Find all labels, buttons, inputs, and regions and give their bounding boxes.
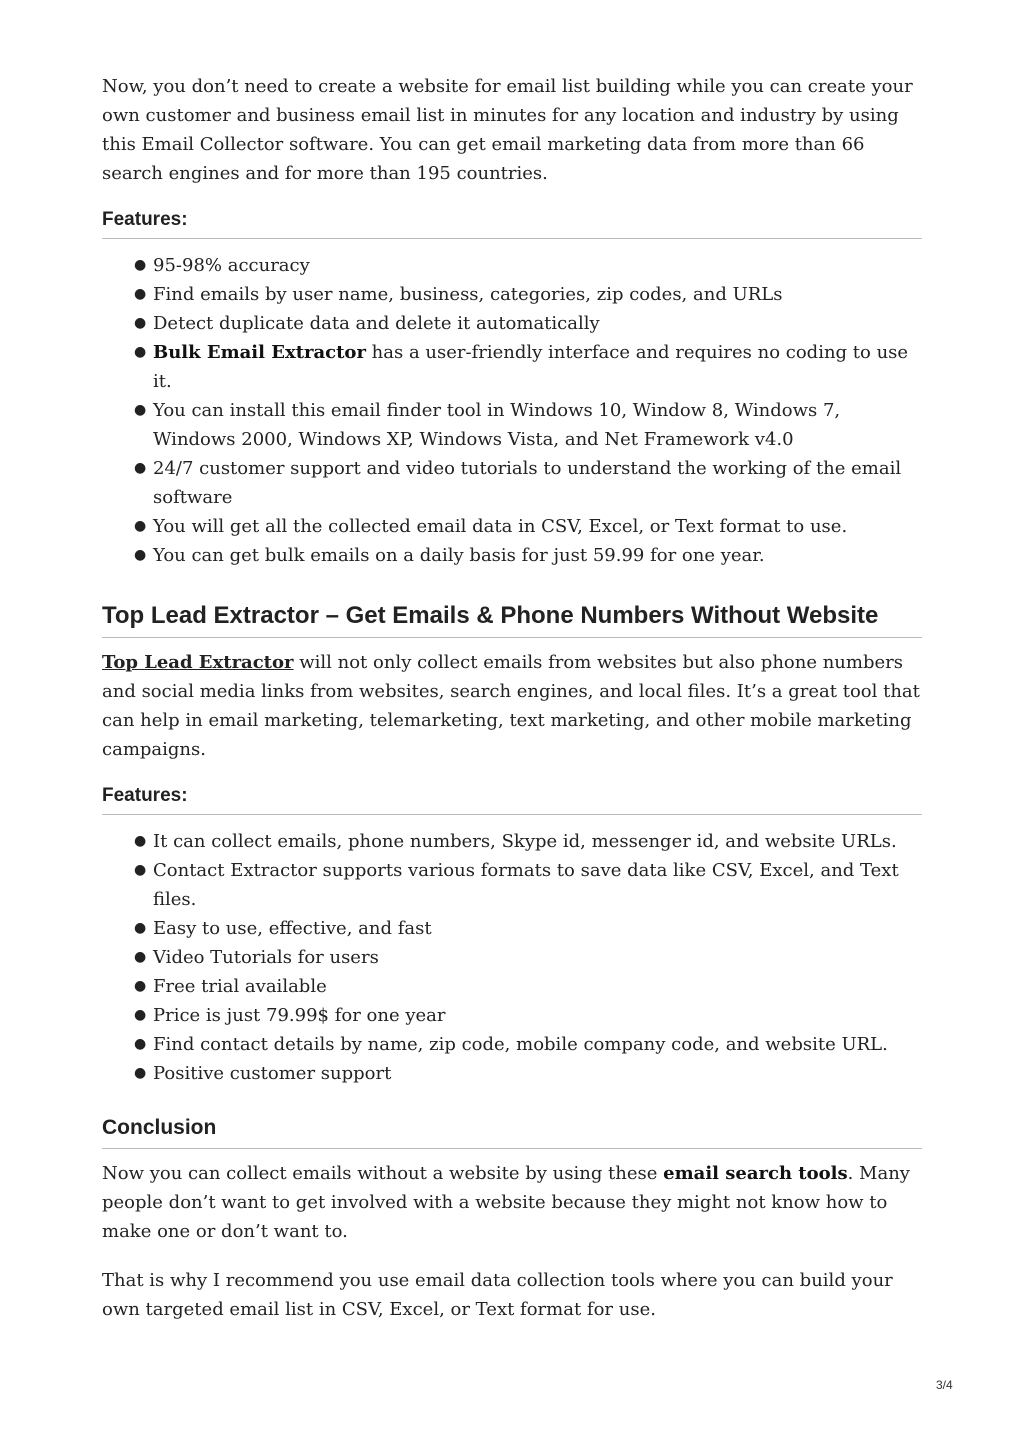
features-2-heading: Features:: [102, 784, 922, 815]
bullet-icon: ●: [134, 257, 147, 273]
bulk-email-extractor-name: Bulk Email Extractor: [153, 342, 366, 363]
bullet-icon: ●: [134, 286, 147, 302]
list-item: ● 24/7 customer support and video tutorials to understand the working of the email software: [153, 454, 922, 512]
bullet-icon: ●: [134, 315, 147, 331]
list-item: ● Easy to use, effective, and fast: [153, 914, 922, 943]
section-top-lead-extractor: [102, 600, 922, 764]
features-1-heading: Features:: [102, 208, 922, 239]
bullet-icon: ●: [134, 547, 147, 563]
bullet-icon: ●: [134, 1036, 147, 1052]
list-item: ● Price is just 79.99$ for one year: [153, 1001, 922, 1030]
bullet-icon: ●: [134, 402, 147, 418]
list-item: ● Find emails by user name, business, categories, zip codes, and URLs: [153, 280, 922, 309]
section-2-heading: Top Lead Extractor – Get Emails & Phone Numbers Without Website: [102, 600, 922, 638]
email-search-tools-term: email search tools: [663, 1163, 848, 1184]
bullet-icon: ●: [134, 460, 147, 476]
list-item: ● 95-98% accuracy: [153, 251, 922, 280]
bullet-icon: ●: [134, 920, 147, 936]
bullet-icon: ●: [134, 1007, 147, 1023]
bullet-icon: ●: [134, 518, 147, 534]
bullet-icon: ●: [134, 1065, 147, 1081]
bullet-icon: ●: [134, 949, 147, 965]
list-item: ● You can get bulk emails on a daily basis for just 59.99 for one year.: [153, 541, 922, 570]
top-lead-extractor-link[interactable]: Top Lead Extractor: [102, 652, 294, 673]
list-item: ● Positive customer support: [153, 1059, 922, 1088]
bullet-icon: ●: [134, 344, 147, 360]
features-2-list: [102, 827, 922, 1088]
list-item: ● You will get all the collected email data in CSV, Excel, or Text format to use.: [153, 512, 922, 541]
features-1-section: [102, 208, 922, 570]
list-item: ● Bulk Email Extractor has a user-friendly interface and requires no coding to use it.: [153, 338, 922, 396]
features-1-list: [102, 251, 922, 570]
bullet-icon: ●: [134, 862, 147, 878]
conclusion-section: [102, 1114, 922, 1324]
list-item: ● Contact Extractor supports various formats to save data like CSV, Excel, and Text files.: [153, 856, 922, 914]
intro-paragraph: Now, you don’t need to create a website for email list building while you can create your own customer and business email list in minutes for any location and industry by using this Email Collector software. You can get email marketing data from more than 66 search engines and for more than 195 countries.: [102, 76, 913, 184]
conclusion-paragraph-1: Now you can collect emails without a website by using these email search tools. Many people don’t want to get involved with a website because they might not know how to make one or don’t want to.: [102, 1163, 910, 1242]
list-item: ● It can collect emails, phone numbers, Skype id, messenger id, and website URLs.: [153, 827, 922, 856]
list-item: ● Free trial available: [153, 972, 922, 1001]
list-item: ● Find contact details by name, zip code, mobile company code, and website URL.: [153, 1030, 922, 1059]
features-2-section: [102, 784, 922, 1088]
page-number: 3/4: [936, 1378, 953, 1392]
list-item: ● Video Tutorials for users: [153, 943, 922, 972]
section-2-paragraph: Top Lead Extractor will not only collect emails from websites but also phone numbers and social media links from websites, search engines, and local files. It’s a great tool that can help in email marketing, telemarketing, text marketing, and other mobile marketing campaigns.: [102, 652, 920, 760]
list-item: ● Detect duplicate data and delete it automatically: [153, 309, 922, 338]
conclusion-heading: Conclusion: [102, 1114, 922, 1149]
conclusion-paragraph-2: That is why I recommend you use email data collection tools where you can build your own targeted email list in CSV, Excel, or Text format for use.: [102, 1270, 893, 1320]
bullet-icon: ●: [134, 978, 147, 994]
article-content: [102, 72, 922, 1344]
list-item: ● You can install this email finder tool in Windows 10, Window 8, Windows 7, Windows 2000, Windows XP, Windows Vista, and Net Framework v4.0: [153, 396, 922, 454]
bullet-icon: ●: [134, 833, 147, 849]
